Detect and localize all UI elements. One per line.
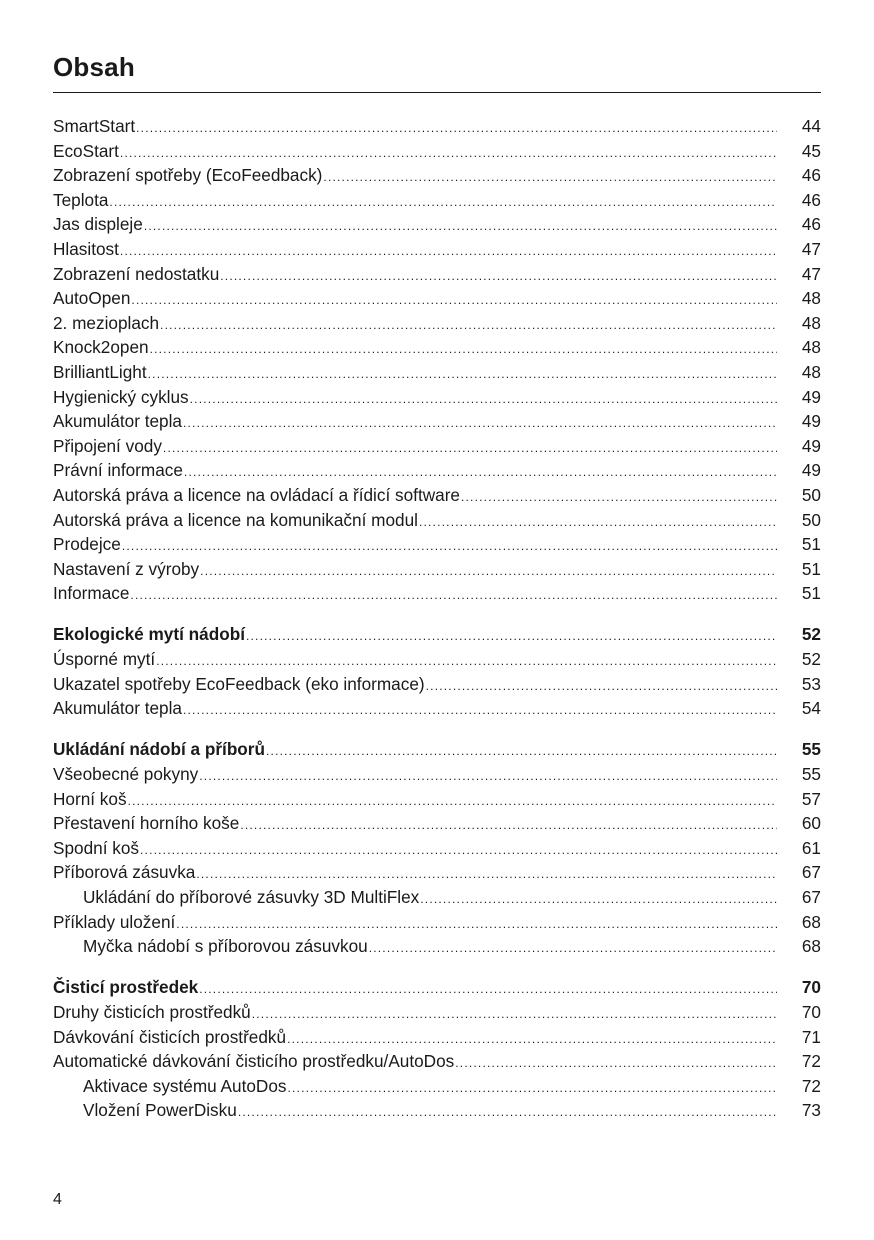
toc-entry[interactable] (53, 1049, 821, 1074)
toc-entry-label: Horní koš (53, 788, 127, 809)
toc-entry[interactable] (53, 262, 821, 287)
toc-entry-page: 53 (801, 673, 821, 694)
toc-entry-label: Ekologické mytí nádobí (53, 624, 245, 645)
toc-entry-page: 71 (801, 1026, 821, 1047)
toc-entry-label: Spodní koš (53, 837, 139, 858)
toc-entry[interactable] (53, 762, 821, 787)
toc-entry-label: EcoStart (53, 140, 119, 161)
toc-section-general (53, 114, 821, 606)
dot-leader (130, 583, 777, 608)
toc-entry-label: Všeobecné pokyny (53, 764, 199, 785)
toc-entry-page: 52 (801, 624, 821, 645)
toc-entry-label: Teplota (53, 189, 109, 210)
toc-entry-label: Informace (53, 583, 130, 604)
dot-leader (163, 436, 777, 461)
toc-entry-label: Přestavení horního koše (53, 813, 240, 834)
title-divider (53, 92, 821, 93)
toc-entry-page: 70 (801, 977, 821, 998)
toc-entry[interactable] (53, 385, 821, 410)
toc-entry[interactable] (53, 360, 821, 385)
toc-entry[interactable] (53, 311, 821, 336)
toc-entry-page: 57 (801, 788, 821, 809)
page-number: 4 (53, 1191, 62, 1208)
dot-leader (246, 624, 777, 649)
toc-entry[interactable] (53, 811, 821, 836)
toc-entry-label: Ukládání nádobí a příborů (53, 739, 265, 760)
dot-leader (184, 460, 777, 485)
table-of-contents (53, 114, 821, 1140)
toc-entry-page: 46 (801, 189, 821, 210)
toc-entry-label: Myčka nádobí s příborovou zásuvkou (83, 936, 368, 957)
toc-entry-label: Příborová zásuvka (53, 862, 196, 883)
toc-subentry[interactable] (53, 1074, 821, 1099)
toc-entry-label: Zobrazení nedostatku (53, 263, 220, 284)
dot-leader (183, 698, 777, 723)
dot-leader (120, 141, 777, 166)
toc-entry-label: Zobrazení spotřeby (EcoFeedback) (53, 165, 323, 186)
dot-leader (183, 411, 777, 436)
toc-entry-page: 49 (801, 460, 821, 481)
dot-leader (455, 1051, 777, 1076)
dot-leader (122, 534, 777, 559)
toc-entry-page: 55 (801, 764, 821, 785)
toc-entry-label: Nastavení z výroby (53, 558, 200, 579)
dot-leader (238, 1100, 777, 1125)
toc-entry-label: Knock2open (53, 337, 149, 358)
toc-entry-page: 50 (801, 509, 821, 530)
toc-entry[interactable] (53, 139, 821, 164)
toc-entry-label: Hlasitost (53, 238, 119, 259)
dot-leader (120, 239, 777, 264)
toc-entry[interactable] (53, 672, 821, 697)
toc-entry-page: 47 (801, 263, 821, 284)
dot-leader (199, 764, 777, 789)
toc-chapter-heading[interactable] (53, 975, 821, 1000)
toc-entry-label: Autorská práva a licence na ovládací a řídicí software (53, 484, 460, 505)
dot-leader (199, 977, 777, 1002)
toc-entry-page: 48 (801, 361, 821, 382)
page-title: Obsah (53, 52, 135, 82)
toc-entry[interactable] (53, 860, 821, 885)
toc-entry[interactable] (53, 581, 821, 606)
toc-entry[interactable] (53, 163, 821, 188)
toc-chapter-heading[interactable] (53, 737, 821, 762)
toc-entry-page: 55 (801, 739, 821, 760)
toc-section-loading (53, 737, 821, 958)
toc-entry[interactable] (53, 114, 821, 139)
toc-entry[interactable] (53, 237, 821, 262)
toc-entry-page: 48 (801, 288, 821, 309)
toc-entry-label: Akumulátor tepla (53, 411, 182, 432)
dot-leader (176, 912, 777, 937)
toc-entry[interactable] (53, 647, 821, 672)
toc-entry[interactable] (53, 557, 821, 582)
toc-entry-page: 49 (801, 411, 821, 432)
toc-entry[interactable] (53, 910, 821, 935)
toc-entry[interactable] (53, 787, 821, 812)
toc-entry-label: Ukládání do příborové zásuvky 3D MultiFlex (83, 887, 420, 907)
toc-entry-page: 49 (801, 435, 821, 456)
toc-entry-label: Prodejce (53, 534, 121, 555)
toc-entry-page: 48 (801, 312, 821, 333)
toc-entry-label: Dávkování čisticích prostředků (53, 1026, 287, 1047)
toc-entry[interactable] (53, 508, 821, 533)
toc-entry-label: AutoOpen (53, 288, 131, 309)
toc-entry-page: 49 (801, 386, 821, 407)
toc-entry[interactable] (53, 458, 821, 483)
toc-entry-page: 51 (801, 583, 821, 604)
toc-entry-label: Připojení vody (53, 435, 162, 456)
dot-leader (200, 559, 777, 584)
dot-leader (419, 510, 777, 535)
toc-entry-label: Jas displeje (53, 214, 143, 235)
toc-entry[interactable] (53, 409, 821, 434)
toc-entry-page: 67 (801, 887, 821, 907)
toc-entry-page: 52 (801, 649, 821, 670)
dot-leader (323, 165, 777, 190)
toc-entry[interactable] (53, 286, 821, 311)
dot-leader (220, 264, 777, 289)
toc-entry-page: 68 (801, 936, 821, 957)
dot-leader (131, 288, 777, 313)
toc-entry[interactable] (53, 212, 821, 237)
dot-leader (190, 387, 777, 412)
toc-entry-page: 47 (801, 238, 821, 259)
toc-entry-page: 61 (801, 837, 821, 858)
toc-entry[interactable] (53, 188, 821, 213)
toc-entry-label: Příklady uložení (53, 911, 176, 932)
dot-leader (160, 313, 777, 338)
dot-leader (128, 789, 777, 814)
toc-entry-label: Akumulátor tepla (53, 698, 182, 719)
toc-entry-label: Hygienický cyklus (53, 386, 189, 407)
toc-entry[interactable] (53, 1025, 821, 1050)
toc-section-detergent (53, 975, 821, 1123)
dot-leader (461, 485, 777, 510)
dot-leader (266, 739, 777, 764)
toc-entry-page: 48 (801, 337, 821, 358)
toc-chapter-heading[interactable] (53, 622, 821, 647)
dot-leader (150, 337, 777, 362)
toc-entry-page: 68 (801, 911, 821, 932)
toc-entry-page: 51 (801, 534, 821, 555)
toc-entry-page: 46 (801, 214, 821, 235)
toc-entry-label: Úsporné mytí (53, 649, 156, 670)
toc-entry[interactable] (53, 532, 821, 557)
toc-subentry[interactable] (53, 885, 821, 910)
toc-entry-label: 2. mezioplach (53, 312, 160, 333)
toc-entry-label: Autorská práva a licence na komunikační modul (53, 509, 418, 530)
dot-leader (426, 674, 777, 699)
dot-leader (287, 1027, 777, 1052)
dot-leader (148, 362, 777, 387)
toc-entry-label: Aktivace systému AutoDos (83, 1075, 287, 1096)
toc-entry[interactable] (53, 1000, 821, 1025)
toc-subentry[interactable] (53, 934, 821, 959)
dot-leader (369, 936, 777, 961)
toc-section-ecological-washing (53, 622, 821, 720)
toc-entry-page: 45 (801, 140, 821, 161)
toc-entry[interactable] (53, 483, 821, 508)
toc-entry[interactable] (53, 696, 821, 721)
toc-entry-label: Právní informace (53, 460, 183, 481)
dot-leader (144, 214, 777, 239)
toc-subentry[interactable] (53, 1098, 821, 1123)
toc-entry-label: Automatické dávkování čisticího prostředku/AutoDos (53, 1051, 455, 1072)
dot-leader (420, 887, 777, 912)
toc-entry-label: Ukazatel spotřeby EcoFeedback (eko informace) (53, 673, 425, 694)
dot-leader (240, 813, 777, 838)
toc-entry-page: 72 (801, 1051, 821, 1072)
toc-entry-page: 73 (801, 1100, 821, 1121)
toc-entry-page: 46 (801, 165, 821, 186)
dot-leader (140, 838, 777, 863)
toc-entry-page: 54 (801, 698, 821, 719)
toc-entry-label: SmartStart (53, 116, 136, 136)
dot-leader (252, 1002, 777, 1027)
toc-entry-label: BrilliantLight (53, 361, 147, 382)
toc-entry-page: 50 (801, 484, 821, 505)
toc-entry-page: 67 (801, 862, 821, 883)
toc-entry-page: 60 (801, 813, 821, 834)
toc-entry-page: 72 (801, 1075, 821, 1096)
dot-leader (156, 649, 777, 674)
toc-entry-page: 51 (801, 558, 821, 579)
dot-leader (196, 862, 777, 887)
toc-entry-label: Druhy čisticích prostředků (53, 1001, 251, 1022)
dot-leader (287, 1076, 777, 1101)
toc-entry[interactable] (53, 836, 821, 861)
dot-leader (136, 116, 777, 141)
toc-entry-label: Čisticí prostředek (53, 977, 199, 998)
dot-leader (109, 190, 777, 215)
toc-entry-page: 70 (801, 1001, 821, 1022)
toc-entry[interactable] (53, 434, 821, 459)
toc-entry[interactable] (53, 335, 821, 360)
toc-entry-page: 44 (801, 116, 821, 136)
toc-entry-label: Vložení PowerDisku (83, 1100, 237, 1121)
